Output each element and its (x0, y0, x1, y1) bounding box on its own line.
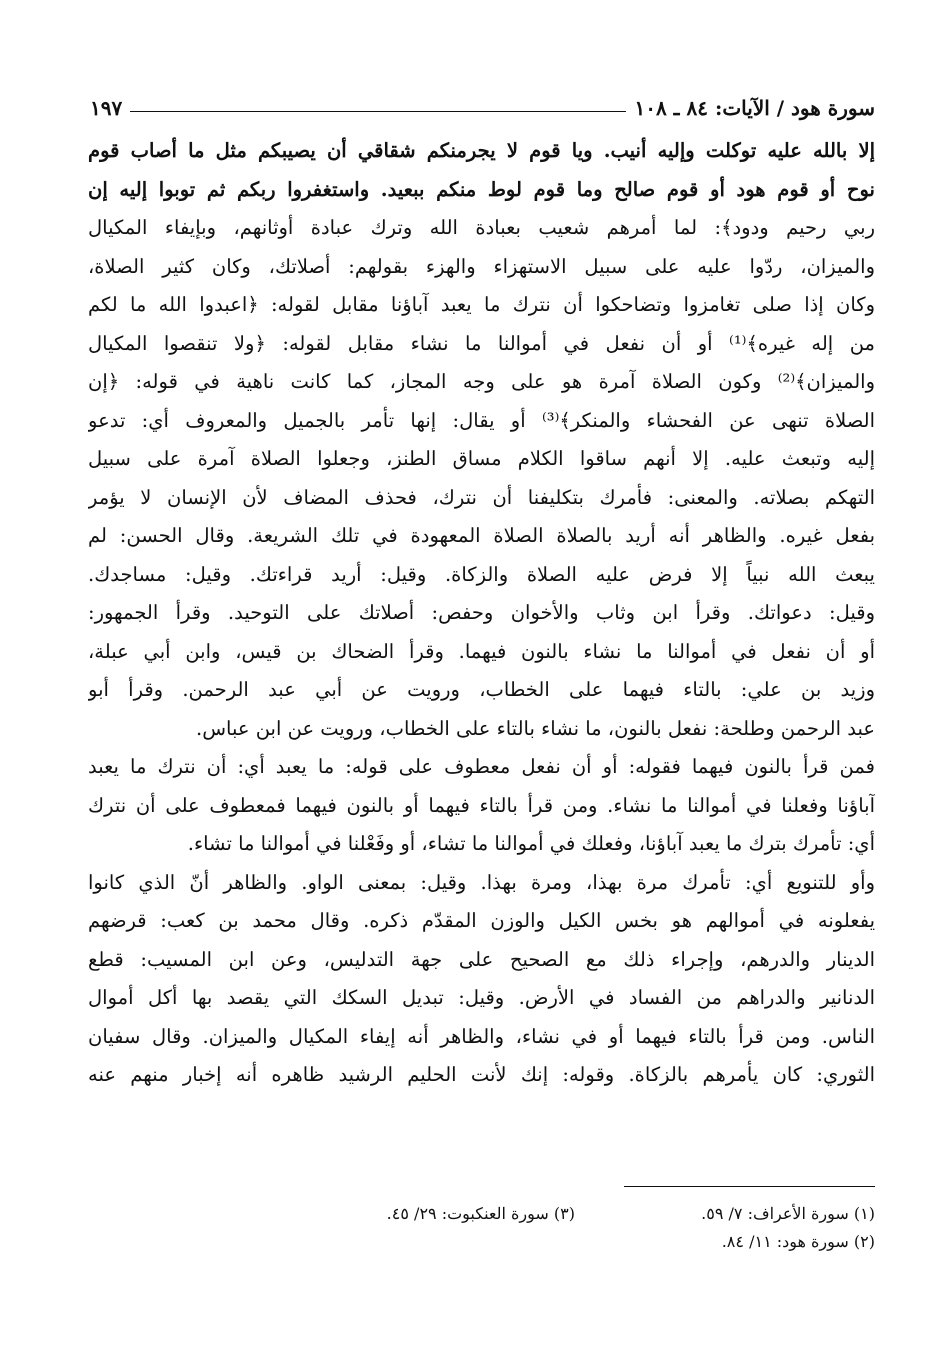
running-header (90, 84, 875, 120)
text-line: بفعل غيره. والظاهر أنه أريد بالصلاة الصلاة المعهودة في تلك الشريعة. وقال الحسن: لم (88, 524, 875, 547)
text-line: التهكم بصلاته. والمعنى: فأمرك بتكليفنا أن نترك، فحذف المضاف لأن الإنسان لا يؤمر (88, 485, 875, 509)
text-line: فمن قرأ بالنون فيهما فقوله: أو أن نفعل معطوف على قوله: ما يعبد أي: أن نترك ما يعبد (88, 755, 875, 778)
verse-line: نوح أو قوم هود أو قوم صالح وما قوم لوط منكم ببعيد. واستغفروا ربكم ثم توبوا إليه إن (88, 177, 875, 201)
footnote-1: (١) سورة الأعراف: ٧/ ٥٩. (701, 1204, 875, 1223)
text-line: الدينار والدرهم، وإجراء ذلك مع الصحيح على جهة التدليس، وعن ابن المسيب: قطع (88, 947, 875, 971)
text-line: وكان إذا صلى تغامزوا وتضاحكوا أن نترك ما يعبد آباؤنا مقابل لقوله: ﴿اعبدوا الله ما لكم (88, 293, 875, 316)
text-line: أي: تأمرك بترك ما يعبد آباؤنا، وفعلك في أموالنا ما تشاء، أو وفَعْلنا في أموالنا ما تشاء. (187, 832, 875, 855)
footnote-2: (٢) سورة هود: ١١/ ٨٤. (721, 1232, 875, 1251)
text-line: الدنانير والدراهم من الفساد في الأرض. وقيل: تبديل السكك التي يقصد بها أكل أموال (88, 986, 875, 1009)
text-line: وزيد بن علي: بالتاء فيهما على الخطاب، ورويت عن أبي عبد الرحمن. وقرأ أبو (88, 678, 875, 701)
footnote-row (250, 1200, 875, 1228)
text-line: يفعلونه في أموالهم هو بخس الكيل والوزن المقدّم ذكره. وقال محمد بن كعب: قرضهم (88, 909, 875, 932)
footnote-row (250, 1228, 875, 1256)
text-line: الثوري: كان يأمرهم بالزكاة. وقوله: إنك لأنت الحليم الرشيد ظاهره أنه إخبار منهم عنه (88, 1063, 875, 1086)
text-line: الصلاة تنهى عن الفحشاء والمنكر﴾⁽³⁾ أو يقال: إنها تأمر بالجميل والمعروف أي: تدعو (88, 408, 875, 432)
text-line: والميزان، ردّوا عليه على سبيل الاستهزاء والهزء بقولهم: أصلاتك، وكان كثير الصلاة، (88, 254, 875, 278)
text-line: إليه وتبعث عليه. إلا أنهم ساقوا الكلام مساق الطنز، وجعلوا الصلاة آمرة على سبيل (88, 447, 875, 470)
text-line: آباؤنا وفعلنا في أموالنا ما نشاء. ومن قرأ بالتاء فيهما أو بالنون فيهما فمعطوف على أن نترك (88, 793, 875, 817)
body-text (88, 132, 875, 1095)
text-line: وقيل: دعواتك. وقرأ ابن وثاب والأخوان وحفص: أصلاتك على التوحيد. وقرأ الجمهور: (88, 601, 875, 624)
header-title: سورة هود / الآيات: ٨٤ ـ ١٠٨ (634, 96, 875, 120)
footnotes (250, 1200, 875, 1256)
text-line: يبعث الله نبياً إلا فرض عليه الصلاة والزكاة. وقيل: أريد قراءتك. وقيل: مساجدك. (88, 562, 875, 586)
text-line: وأو للتنويع أي: تأمرك مرة بهذا، ومرة بهذا. وقيل: بمعنى الواو. والظاهر أنّ الذي كانوا (88, 870, 875, 894)
footnote-rule (624, 1186, 875, 1187)
text-line: والميزان﴾⁽²⁾ وكون الصلاة آمرة هو على وجه المجاز، كما كانت ناهية في قوله: ﴿إن (88, 370, 875, 393)
page-number: ١٩٧ (90, 96, 123, 120)
text-line: الناس. ومن قرأ بالتاء فيهما أو في نشاء، والظاهر أنه إيفاء المكيال والميزان. وقال سفيان (88, 1024, 875, 1048)
header-rule (130, 111, 626, 112)
text-line: أو أن نفعل في أموالنا ما نشاء بالنون فيهما. وقرأ الضحاك بن قيس، وابن أبي عبلة، (88, 639, 875, 663)
text-line: عبد الرحمن وطلحة: نفعل بالنون، ما نشاء بالتاء على الخطاب، ورويت عن ابن عباس. (196, 716, 875, 740)
footnote-3: (٣) سورة العنكبوت: ٢٩/ ٤٥. (386, 1204, 575, 1223)
verse-line: إلا بالله عليه توكلت وإليه أنيب. ويا قوم لا يجرمنكم شقاقي أن يصيبكم مثل ما أصاب قوم (88, 139, 875, 162)
text-line: ربي رحيم ودود﴾: لما أمرهم شعيب بعبادة الله وترك عبادة أوثانهم، وبإيفاء المكيال (88, 216, 875, 239)
text-line: من إله غيره﴾⁽¹⁾ أو أن نفعل في أموالنا ما نشاء مقابل لقوله: ﴿ولا تنقصوا المكيال (88, 331, 875, 355)
